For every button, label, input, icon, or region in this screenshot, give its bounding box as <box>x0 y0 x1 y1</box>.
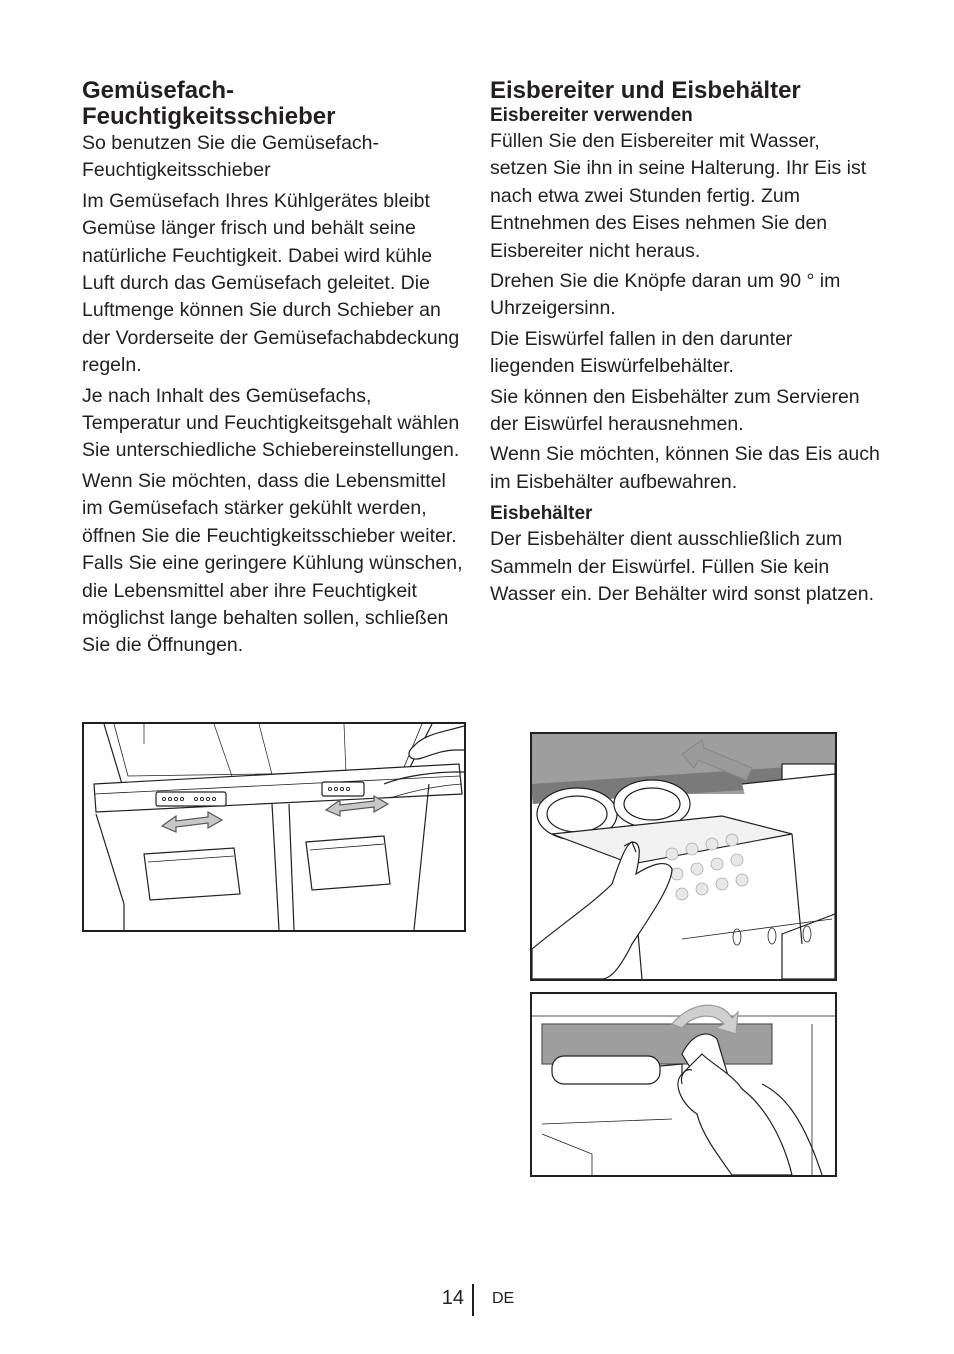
paragraph: Sie können den Eisbehälter zum Servieren der Eiswürfel herausnehmen. <box>490 385 860 436</box>
language-code: DE <box>492 1290 515 1307</box>
left-column <box>82 78 467 663</box>
paragraph: Je nach Inhalt des Gemüsefachs, Temperatur und Feuchtigkeitsgehalt wählen Sie unterschiedliche Schiebereinstellungen. <box>82 384 460 462</box>
icemaker-illustration-bottom <box>530 992 837 1177</box>
subtitle-ice-container: Eisbehälter <box>490 503 593 525</box>
title-line-1: Gemüsefach- <box>82 77 235 104</box>
paragraph: So benutzen Sie die Gemüsefach-Feuchtigkeitsschieber <box>82 132 380 182</box>
section-title-crisper-slider <box>82 78 467 130</box>
title-line-2: Feuchtigkeitsschieber <box>82 103 336 130</box>
paragraph: Die Eiswürfel fallen in den darunter liegenden Eiswürfelbehälter. <box>490 327 793 378</box>
paragraph: Wenn Sie möchten, dass die Lebensmittel im Gemüsefach stärker gekühlt werden, öffnen Sie die Feuchtigkeitsschieber weiter. Falls Sie eine geringere Kühlung wünschen, die Lebensmittel aber ihre Feuchtigkeit möglichst lange behalten sollen, schließen Sie die Öffnungen. <box>82 469 463 657</box>
subtitle-icemaker-use: Eisbereiter verwenden <box>490 105 693 126</box>
right-column <box>490 78 880 612</box>
icemaker-illustration-top <box>530 732 837 981</box>
page-number: 14 <box>441 1287 464 1309</box>
crisper-slider-illustration <box>82 722 466 932</box>
paragraph: Drehen Sie die Knöpfe daran um 90 ° im Uhrzeigersinn. <box>490 270 841 320</box>
paragraph: Der Eisbehälter dient ausschließlich zum Sammeln der Eiswürfel. Füllen Sie kein Wasser ein. Der Behälter wird sonst platzen. <box>490 528 875 606</box>
paragraph: Wenn Sie möchten, können Sie das Eis auch im Eisbehälter aufbewahren. <box>490 443 880 493</box>
paragraph: Füllen Sie den Eisbereiter mit Wasser, setzen Sie ihn in seine Halterung. Ihr Eis ist nach etwa zwei Stunden fertig. Zum Entnehmen des Eises nehmen Sie den Eisbereiter nicht heraus. <box>490 130 867 262</box>
footer-divider <box>472 1284 474 1316</box>
section-title-icemaker: Eisbereiter und Eisbehälter <box>490 77 801 104</box>
paragraph: Im Gemüsefach Ihres Kühlgerätes bleibt Gemüse länger frisch und behält seine natürliche Feuchtigkeit. Dabei wird kühle Luft durch das Gemüsefach geleitet. Die Luftmenge können Sie durch Schieber an der Vorderseite der Gemüsefachabdeckung regeln. <box>82 189 460 377</box>
page-footer <box>0 1284 954 1316</box>
